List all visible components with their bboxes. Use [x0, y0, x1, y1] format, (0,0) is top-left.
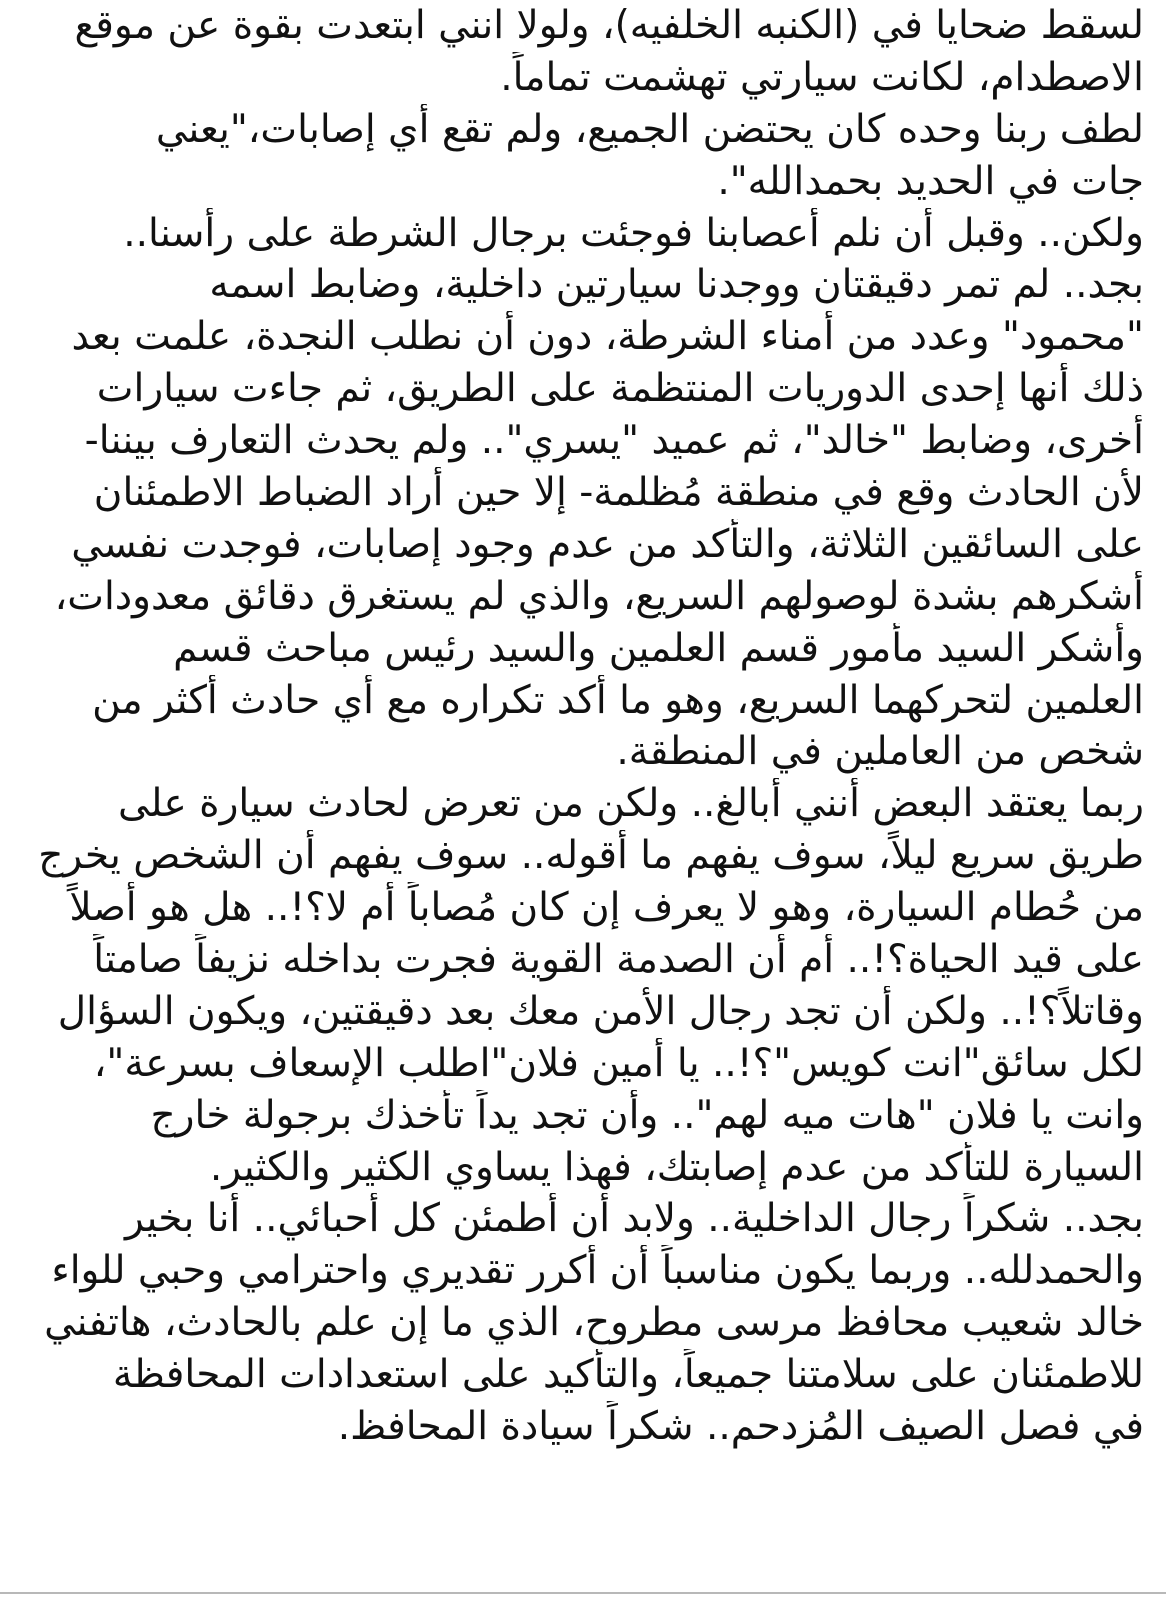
text-line: وأشكر السيد مأمور قسم العلمين والسيد رئيس مباحث قسم	[173, 625, 1144, 671]
text-line: خالد شعيب محافظ مرسى مطروح، الذي ما إن علم بالحادث، هاتفني	[44, 1300, 1144, 1346]
text-line: بجد.. شكراً رجال الداخلية.. ولابد أن أُطمئن كل أحبائي.. أنا بخير	[124, 1196, 1144, 1242]
text-line: "محمود" وعدد من أمناء الشرطة، دون أن نطلب النجدة، علمت بعد	[71, 314, 1144, 360]
text-line: لسقط ضحايا في (الكنبه الخلفيه)، ولولا انني ابتعدت بقوة عن موقع	[74, 3, 1144, 48]
text-line: طريق سريع ليلاً، سوف يفهم ما أقوله.. سوف يفهم أن الشخص يخرج	[38, 833, 1144, 879]
text-line: ربما يعتقد البعض أنني أُبالغ.. ولكن من تعرض لحادث سيارة على	[118, 781, 1144, 827]
text-line: لكل سائق"انت كويس"؟!.. يا أمين فلان"اطلب الإسعاف بسرعة"،	[93, 1040, 1144, 1086]
article-text	[20, 0, 1144, 1453]
text-line: للاطمئنان على سلامتنا جميعاً، والتأكيد على استعدادات المحافظة	[112, 1352, 1144, 1398]
text-line: أخرى، وضابط "خالد"، ثم عميد "يسري".. ولم يحدث التعارف بيننا-	[84, 418, 1144, 464]
text-line: جات في الحديد بحمدالله".	[717, 158, 1144, 204]
text-line: السيارة للتأكد من عدم إصابتك، فهذا يساوي الكثير والكثير.	[209, 1144, 1144, 1190]
text-line: شخص من العاملين في المنطقة.	[616, 729, 1144, 775]
text-line: الاصطدام، لكانت سيارتي تهشمت تماماً.	[500, 54, 1144, 100]
text-line: من حُطام السيارة، وهو لا يعرف إن كان مُصاباً أم لا؟!.. هل هو أصلاً	[69, 885, 1144, 931]
text-line: لطف ربنا وحده كان يحتضن الجميع، ولم تقع أي إصابات،"يعني	[155, 106, 1144, 152]
text-line: في فصل الصيف المُزدحم.. شكراً سيادة المحافظ.	[337, 1404, 1144, 1450]
text-line: ذلك أنها إحدى الدوريات المنتظمة على الطريق، ثم جاءت سيارات	[96, 366, 1144, 412]
bottom-divider	[0, 1592, 1166, 1594]
text-line: بجد.. لم تمر دقيقتان ووجدنا سيارتين داخلية، وضابط اسمه	[209, 262, 1144, 308]
text-line: أشكرهم بشدة لوصولهم السريع، والذي لم يستغرق دقائق معدودات،	[54, 573, 1144, 619]
text-line: العلمين لتحركهما السريع، وهو ما أكد تكراره مع أي حادث أكثر من	[92, 677, 1144, 723]
text-line: على قيد الحياة؟!.. أم أن الصدمة القوية فجرت بداخله نزيفاً صامتاً	[93, 937, 1144, 983]
text-line: على السائقين الثلاثة، والتأكد من عدم وجود إصابات، فوجدت نفسي	[71, 521, 1144, 567]
text-line: وقاتلاً؟!.. ولكن أن تجد رجال الأمن معك بعد دقيقتين، ويكون السؤال	[57, 988, 1144, 1034]
text-line: والحمدلله.. وربما يكون مناسباً أن أكرر تقديري واحترامي وحبي للواء	[51, 1248, 1144, 1294]
text-line: لأن الحادث وقع في منطقة مُظلمة- إلا حين أراد الضباط الاطمئنان	[93, 470, 1144, 516]
text-line: ولكن.. وقبل أن نلم أعصابنا فوجئت برجال الشرطة على رأسنا..	[123, 210, 1144, 256]
text-line: وانت يا فلان "هات ميه لهم".. وأن تجد يداً تأخذك برجولة خارج	[150, 1092, 1144, 1138]
